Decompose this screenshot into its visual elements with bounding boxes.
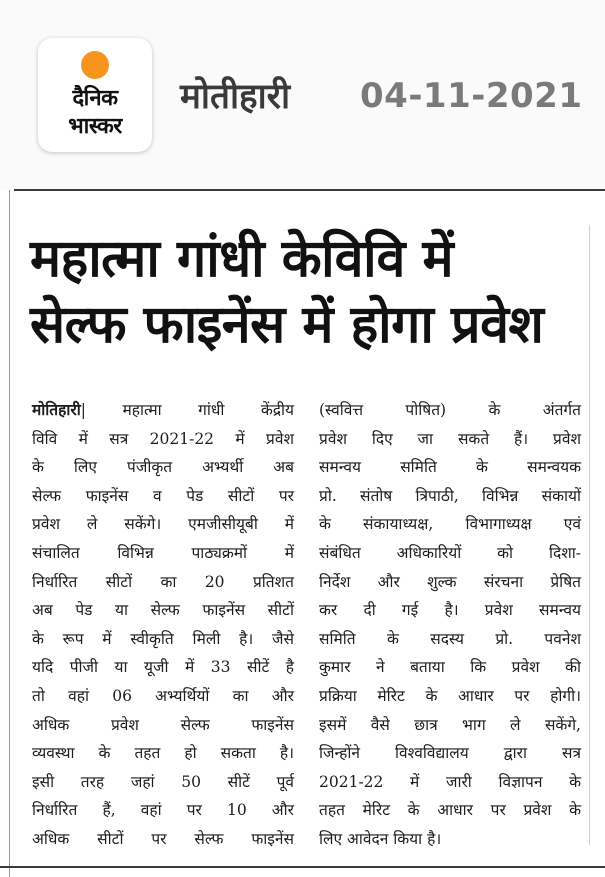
text-line: (स्ववित्त पोषित) के अंतर्गत: [319, 401, 581, 419]
edition-date: 04-11-2021: [360, 76, 583, 116]
text-line: व्यवस्था के तहत हो सकता है।: [32, 744, 294, 763]
text-line: प्रो. संतोष त्रिपाठी, विभिन्न संकायों: [319, 486, 581, 505]
article-headline: [30, 226, 590, 358]
text-line: संबंधित अधिकारियों को दिशा-: [319, 543, 581, 562]
article-column-right: [319, 396, 581, 854]
text-line: जिन्होंने विश्वविद्यालय द्वारा सत्र: [319, 744, 581, 763]
logo-text-line1: दैनिक: [72, 86, 118, 111]
headline-line: महात्मा गांधी केविवि में: [30, 229, 454, 289]
left-rule: [9, 190, 10, 877]
text-line: विवि में सत्र 2021-22 में प्रवेश: [32, 429, 294, 448]
text-line: इसमें वैसे छात्र भाग ले सकेंगे,: [319, 715, 581, 734]
header-bar: [0, 0, 605, 190]
article-column-left: [32, 396, 294, 854]
text-line: अब पेड या सेल्फ फाइनेंस सीटों: [32, 601, 294, 620]
edition-city: मोतीहारी: [180, 77, 291, 117]
text-line: तहत मेरिट के आधार पर प्रवेश के: [319, 801, 581, 820]
text-line: निर्धारित हैं, वहां पर 10 और: [32, 801, 294, 820]
text-line: 2021-22 में जारी विज्ञापन के: [319, 772, 581, 791]
text-line: कर दी गई है। प्रवेश समन्वय: [319, 601, 581, 620]
text-line: के रूप में स्वीकृति मिली है। जैसे: [32, 629, 294, 648]
bottom-rule: [0, 866, 605, 868]
headline-line: सेल्फ फाइनेंस में होगा प्रवेश: [30, 295, 544, 355]
text-line: लिए आवेदन किया है।: [319, 829, 442, 848]
text-line: संचालित विभिन्न पाठ्यक्रमों में: [32, 543, 294, 562]
text-line: अधिक प्रवेश सेल्फ फाइनेंस: [32, 715, 294, 734]
top-rule: [14, 189, 605, 191]
text-line: समन्वय समिति के समन्वयक: [319, 458, 581, 477]
text-line: कुमार ने बताया कि प्रवेश की: [319, 658, 581, 677]
text-line: प्रक्रिया मेरिट के आधार पर होगी।: [319, 686, 581, 705]
text-line: के संकायाध्यक्ष, विभागाध्यक्ष एवं: [319, 515, 581, 534]
text-line: सेल्फ फाइनेंस व पेड सीटों पर: [32, 486, 294, 505]
text-line: तो वहां 06 अभ्यर्थियों का और: [32, 686, 294, 705]
text-line: निर्धारित सीटों का 20 प्रतिशत: [32, 572, 294, 591]
text-line: प्रवेश दिए जा सकते हैं। प्रवेश: [319, 429, 581, 448]
dainik-bhaskar-logo: [38, 38, 152, 152]
text-line: समिति के सदस्य प्रो. पवनेश: [319, 629, 581, 648]
text-line: यदि पीजी या यूजी में 33 सीटें है: [32, 658, 294, 677]
text-line: इसी तरह जहां 50 सीटें पूर्व: [32, 772, 294, 791]
dateline: मोतिहारी: [32, 401, 81, 419]
text-line: मोतिहारी| महात्मा गांधी केंद्रीय: [32, 401, 295, 419]
sun-icon: [81, 51, 109, 79]
logo-text-line2: भास्कर: [68, 114, 122, 139]
text-line: प्रवेश ले सकेंगे। एमजीसीयूबी में: [32, 515, 294, 534]
text-line: के लिए पंजीकृत अभ्यर्थी अब: [32, 458, 294, 477]
text-line: अधिक सीटों पर सेल्फ फाइनेंस: [32, 829, 294, 848]
text-line: निर्देश और शुल्क संरचना प्रेषित: [319, 572, 581, 591]
